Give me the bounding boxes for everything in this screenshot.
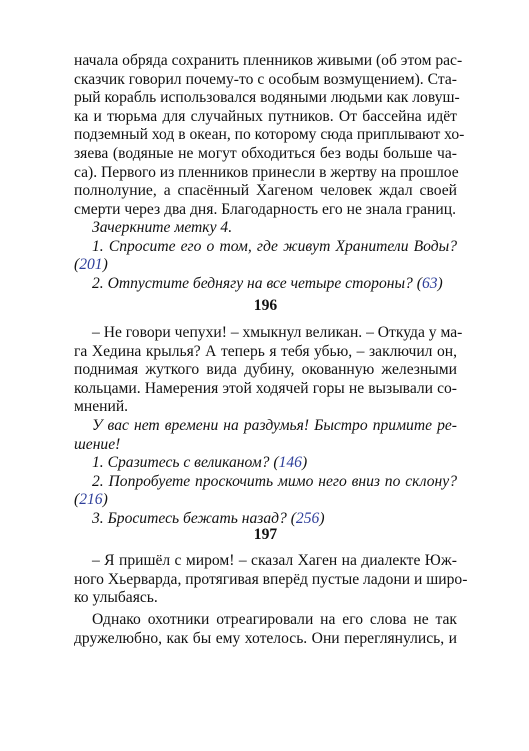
choices-196 (74, 417, 457, 529)
text-line: кольцами. Намерения этой ходячей горы не вызывали со- (74, 379, 457, 397)
text-line: ко улыбаясь. (74, 589, 158, 607)
instruction-text: У вас нет времени на раздумья! Быстро примите ре- (92, 417, 457, 434)
choice-1-text: 1. Спросите его о том, где живут Хранители Воды? (92, 237, 457, 255)
choice-2-link[interactable]: 63 (421, 274, 438, 292)
choices-195 (74, 219, 457, 293)
text-line: га Хедина крылья? А теперь я тебя убью, – заключил он, (74, 342, 457, 360)
text-line: рый корабль использовался водяными людьми как ловуш- (74, 89, 460, 107)
choice-2: 2. Отпустите беднягу на все четыре стороны? (63) (92, 274, 443, 292)
choice-2-link[interactable]: 216 (79, 491, 103, 509)
choice-3-link[interactable]: 256 (295, 509, 320, 527)
paragraph-section-197 (74, 552, 468, 608)
text-line: полнолуние, а спасённый Хагеном человек ждал своей (74, 182, 457, 200)
paragraph-section-196 (74, 324, 463, 417)
text-line: ка и тюрьма для случайных путников. От бассейна идёт (74, 107, 457, 125)
choice-1: 1. Сразитесь с великаном? (146) (92, 454, 308, 472)
paragraph-section-195-end (74, 52, 465, 219)
text-line: Однако охотники отреагировали на его слова не так (92, 611, 457, 628)
choice-1-link[interactable]: 201 (79, 256, 103, 274)
section-heading-196: 196 (253, 297, 278, 314)
text-line: – Не говори чепухи! – хмыкнул великан. – Откуда у ма- (92, 324, 463, 341)
paragraph-section-197-b (74, 611, 457, 648)
text-line: сказчик говорил почему-то с особым возмущением). Ста- (74, 70, 457, 88)
choice-1-text: 1. Сразитесь с великаном? ( (92, 454, 279, 472)
choice-1-link-line: (201) (74, 256, 108, 274)
text-line: ного Хьерварда, протягивая вперёд пустые ладони и широ- (74, 570, 468, 588)
text-line: смерти через два дня. Благодарность его не знала границ. (74, 200, 456, 218)
choice-1-link[interactable]: 146 (278, 454, 302, 472)
text-line: поднимая жуткого вида дубину, окованную железными (74, 361, 457, 379)
choice-3: 3. Броситесь бежать назад? (256) (92, 509, 325, 527)
choice-2-text: 2. Попробуете проскочить мимо него вниз по склону? (92, 472, 457, 490)
text-line: зяева (водяные не могут обходиться без воды больше ча- (74, 144, 457, 162)
section-heading-197: 197 (253, 526, 278, 543)
text-line: мнений. (74, 398, 129, 416)
instruction-text: шение! (74, 435, 121, 453)
choice-3-text: 3. Броситесь бежать назад? ( (92, 509, 296, 527)
instruction-text: Зачеркните метку 4. (92, 219, 233, 236)
text-line: подземный ход в океан, по которому сюда приплывают хо- (74, 126, 465, 144)
choice-2-text: 2. Отпустите беднягу на все четыре стороны? ( (92, 274, 422, 292)
choice-2-link-line: (216) (74, 491, 108, 509)
text-line: дружелюбно, как бы ему хотелось. Они переглянулись, и (74, 629, 457, 647)
text-line: – Я пришёл с миром! – сказал Хаген на диалекте Юж- (92, 552, 457, 569)
text-line: начала обряда сохранить пленников живыми (об этом рас- (74, 52, 463, 69)
text-line: са). Первого из пленников принесли в жертву на прошлое (74, 163, 459, 181)
